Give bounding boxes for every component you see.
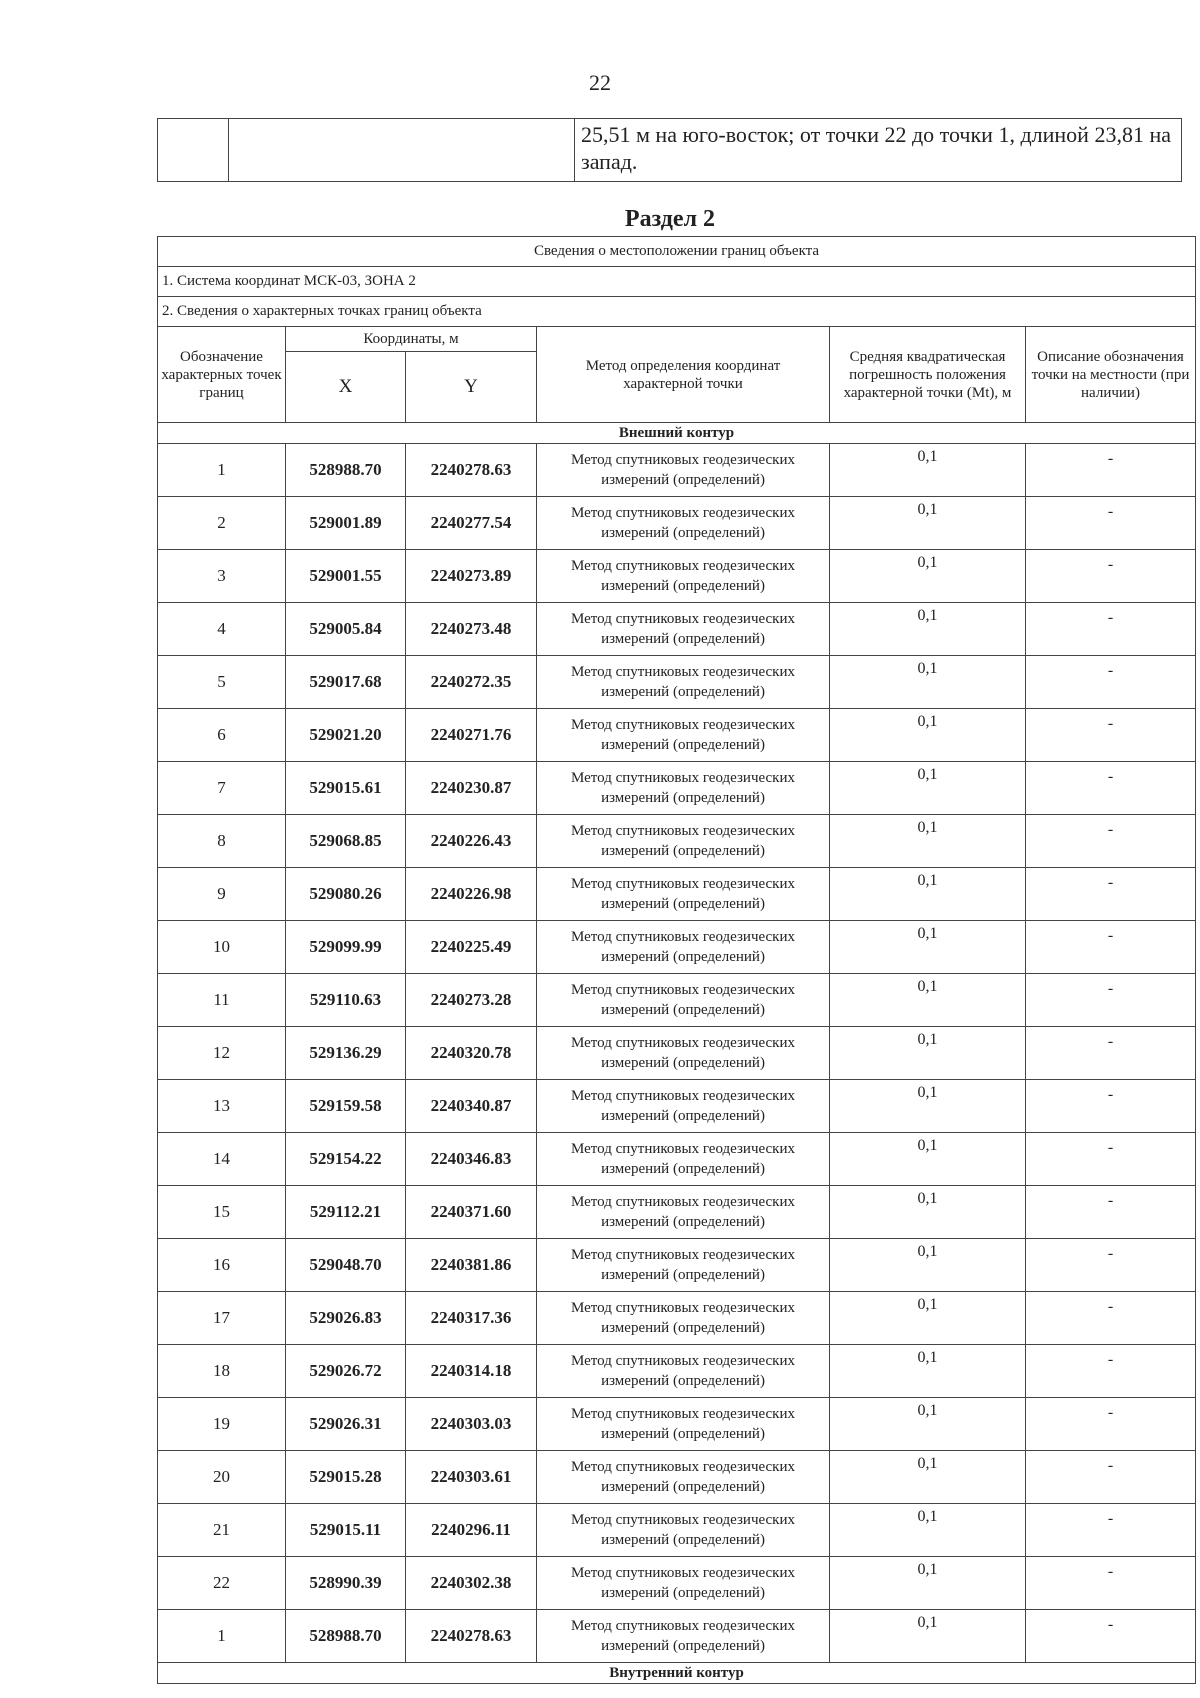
point-description: - [1026,1239,1196,1292]
point-description: - [1026,1610,1196,1663]
coord-system: 1. Система координат МСК-03, ЗОНА 2 [158,267,1196,297]
point-y: 2240317.36 [406,1292,537,1345]
point-x: 528990.39 [286,1557,406,1610]
point-error: 0,1 [830,921,1026,974]
table-row [158,974,1196,1027]
point-description: - [1026,1398,1196,1451]
point-x: 529048.70 [286,1239,406,1292]
point-x: 529068.85 [286,815,406,868]
point-description: - [1026,1027,1196,1080]
point-x: 529099.99 [286,921,406,974]
continuation-row [158,119,1182,182]
empty-cell [158,119,229,182]
point-description: - [1026,1186,1196,1239]
header-error: Средняя квадратическая погрешность положения характерной точки (Mt), м [830,327,1026,423]
point-error: 0,1 [830,1610,1026,1663]
points-heading-row [158,297,1196,327]
point-number: 6 [158,709,286,762]
point-error: 0,1 [830,1186,1026,1239]
point-number: 21 [158,1504,286,1557]
point-x: 529136.29 [286,1027,406,1080]
point-error: 0,1 [830,815,1026,868]
point-y: 2240225.49 [406,921,537,974]
page-number: 22 [589,70,611,95]
empty-cell [229,119,575,182]
header-y: Y [406,352,537,423]
point-error: 0,1 [830,497,1026,550]
point-error: 0,1 [830,1345,1026,1398]
point-number: 1 [158,444,286,497]
coord-system-row [158,267,1196,297]
point-x: 528988.70 [286,444,406,497]
point-error: 0,1 [830,1557,1026,1610]
point-x: 529015.11 [286,1504,406,1557]
point-number: 10 [158,921,286,974]
point-x: 529110.63 [286,974,406,1027]
table-title-row [158,237,1196,267]
table-row [158,550,1196,603]
boundary-points-table [157,236,1196,1684]
table-row [158,868,1196,921]
point-y: 2240278.63 [406,1610,537,1663]
point-number: 9 [158,868,286,921]
point-number: 15 [158,1186,286,1239]
point-x: 529026.31 [286,1398,406,1451]
point-description: - [1026,921,1196,974]
continuation-text: 25,51 м на юго-восток; от точки 22 до точки 1, длиной 23,81 на запад. [575,119,1182,182]
point-error: 0,1 [830,444,1026,497]
point-x: 529026.72 [286,1345,406,1398]
point-number: 1 [158,1610,286,1663]
table-row [158,603,1196,656]
point-x: 528988.70 [286,1610,406,1663]
outer-contour-row [158,423,1196,444]
point-x: 529017.68 [286,656,406,709]
point-description: - [1026,497,1196,550]
point-x: 529015.61 [286,762,406,815]
table-row [158,1451,1196,1504]
point-error: 0,1 [830,1292,1026,1345]
table-row [158,709,1196,762]
table-row [158,921,1196,974]
point-number: 18 [158,1345,286,1398]
point-description: - [1026,603,1196,656]
point-method: Метод спутниковых геодезических измерений (определений) [537,656,830,709]
point-y: 2240340.87 [406,1080,537,1133]
table-row [158,815,1196,868]
table-row [158,1504,1196,1557]
point-method: Метод спутниковых геодезических измерений (определений) [537,1292,830,1345]
point-method: Метод спутниковых геодезических измерений (определений) [537,1080,830,1133]
table-row [158,1610,1196,1663]
table-row [158,1557,1196,1610]
point-error: 0,1 [830,550,1026,603]
point-description: - [1026,550,1196,603]
point-description: - [1026,1133,1196,1186]
table-row [158,762,1196,815]
point-description: - [1026,868,1196,921]
table-row [158,1292,1196,1345]
inner-contour-row [158,1663,1196,1684]
header-method: Метод определения координат характерной точки [537,327,830,423]
point-method: Метод спутниковых геодезических измерений (определений) [537,1186,830,1239]
point-error: 0,1 [830,656,1026,709]
table-row [158,656,1196,709]
point-error: 0,1 [830,1451,1026,1504]
point-y: 2240277.54 [406,497,537,550]
point-method: Метод спутниковых геодезических измерений (определений) [537,921,830,974]
header-row [158,327,1196,352]
header-coordinates: Координаты, м [286,327,537,352]
point-number: 2 [158,497,286,550]
point-method: Метод спутниковых геодезических измерений (определений) [537,497,830,550]
point-error: 0,1 [830,974,1026,1027]
point-y: 2240381.86 [406,1239,537,1292]
point-y: 2240226.98 [406,868,537,921]
point-y: 2240273.28 [406,974,537,1027]
point-description: - [1026,1557,1196,1610]
outer-contour-label: Внешний контур [158,423,1196,444]
point-method: Метод спутниковых геодезических измерений (определений) [537,1027,830,1080]
point-description: - [1026,656,1196,709]
point-error: 0,1 [830,1398,1026,1451]
point-error: 0,1 [830,868,1026,921]
point-y: 2240278.63 [406,444,537,497]
point-number: 20 [158,1451,286,1504]
point-description: - [1026,709,1196,762]
point-x: 529159.58 [286,1080,406,1133]
points-heading: 2. Сведения о характерных точках границ объекта [158,297,1196,327]
point-description: - [1026,815,1196,868]
point-number: 16 [158,1239,286,1292]
point-x: 529005.84 [286,603,406,656]
point-error: 0,1 [830,762,1026,815]
point-x: 529021.20 [286,709,406,762]
table-row [158,1239,1196,1292]
point-x: 529026.83 [286,1292,406,1345]
point-y: 2240273.89 [406,550,537,603]
point-method: Метод спутниковых геодезических измерений (определений) [537,1610,830,1663]
table-row [158,497,1196,550]
point-y: 2240320.78 [406,1027,537,1080]
point-number: 14 [158,1133,286,1186]
point-method: Метод спутниковых геодезических измерений (определений) [537,550,830,603]
point-method: Метод спутниковых геодезических измерений (определений) [537,762,830,815]
point-number: 19 [158,1398,286,1451]
point-number: 11 [158,974,286,1027]
table-row [158,1080,1196,1133]
point-number: 12 [158,1027,286,1080]
point-y: 2240226.43 [406,815,537,868]
point-method: Метод спутниковых геодезических измерений (определений) [537,709,830,762]
point-y: 2240371.60 [406,1186,537,1239]
point-x: 529015.28 [286,1451,406,1504]
point-method: Метод спутниковых геодезических измерений (определений) [537,1504,830,1557]
point-method: Метод спутниковых геодезических измерений (определений) [537,815,830,868]
header-designation: Обозначение характерных точек границ [158,327,286,423]
point-number: 5 [158,656,286,709]
section-title: Раздел 2 [624,206,716,232]
point-y: 2240273.48 [406,603,537,656]
point-y: 2240302.38 [406,1557,537,1610]
point-description: - [1026,444,1196,497]
point-x: 529154.22 [286,1133,406,1186]
point-error: 0,1 [830,1027,1026,1080]
point-y: 2240296.11 [406,1504,537,1557]
table-title: Сведения о местоположении границ объекта [158,237,1196,267]
point-number: 17 [158,1292,286,1345]
point-y: 2240271.76 [406,709,537,762]
point-y: 2240346.83 [406,1133,537,1186]
table-row [158,1398,1196,1451]
point-y: 2240272.35 [406,656,537,709]
point-y: 2240303.03 [406,1398,537,1451]
point-number: 22 [158,1557,286,1610]
point-number: 8 [158,815,286,868]
point-y: 2240314.18 [406,1345,537,1398]
table-row [158,444,1196,497]
table-row [158,1133,1196,1186]
point-method: Метод спутниковых геодезических измерений (определений) [537,444,830,497]
point-method: Метод спутниковых геодезических измерений (определений) [537,1345,830,1398]
header-description: Описание обозначения точки на местности (при наличии) [1026,327,1196,423]
point-error: 0,1 [830,1239,1026,1292]
point-description: - [1026,974,1196,1027]
continuation-table [157,118,1182,182]
table-row [158,1027,1196,1080]
point-description: - [1026,1504,1196,1557]
point-x: 529001.89 [286,497,406,550]
point-description: - [1026,1345,1196,1398]
inner-contour-label: Внутренний контур [158,1663,1196,1684]
point-method: Метод спутниковых геодезических измерений (определений) [537,1557,830,1610]
point-method: Метод спутниковых геодезических измерений (определений) [537,1133,830,1186]
point-method: Метод спутниковых геодезических измерений (определений) [537,868,830,921]
header-x: X [286,352,406,423]
point-description: - [1026,1451,1196,1504]
point-description: - [1026,1080,1196,1133]
point-error: 0,1 [830,709,1026,762]
point-error: 0,1 [830,1133,1026,1186]
point-error: 0,1 [830,1504,1026,1557]
table-row [158,1186,1196,1239]
point-error: 0,1 [830,1080,1026,1133]
point-number: 4 [158,603,286,656]
table-row [158,1345,1196,1398]
point-number: 3 [158,550,286,603]
point-error: 0,1 [830,603,1026,656]
point-y: 2240230.87 [406,762,537,815]
point-x: 529080.26 [286,868,406,921]
point-description: - [1026,1292,1196,1345]
point-method: Метод спутниковых геодезических измерений (определений) [537,974,830,1027]
point-x: 529112.21 [286,1186,406,1239]
point-method: Метод спутниковых геодезических измерений (определений) [537,1239,830,1292]
point-method: Метод спутниковых геодезических измерений (определений) [537,1451,830,1504]
point-number: 7 [158,762,286,815]
point-x: 529001.55 [286,550,406,603]
point-number: 13 [158,1080,286,1133]
point-method: Метод спутниковых геодезических измерений (определений) [537,603,830,656]
point-y: 2240303.61 [406,1451,537,1504]
point-description: - [1026,762,1196,815]
point-method: Метод спутниковых геодезических измерений (определений) [537,1398,830,1451]
